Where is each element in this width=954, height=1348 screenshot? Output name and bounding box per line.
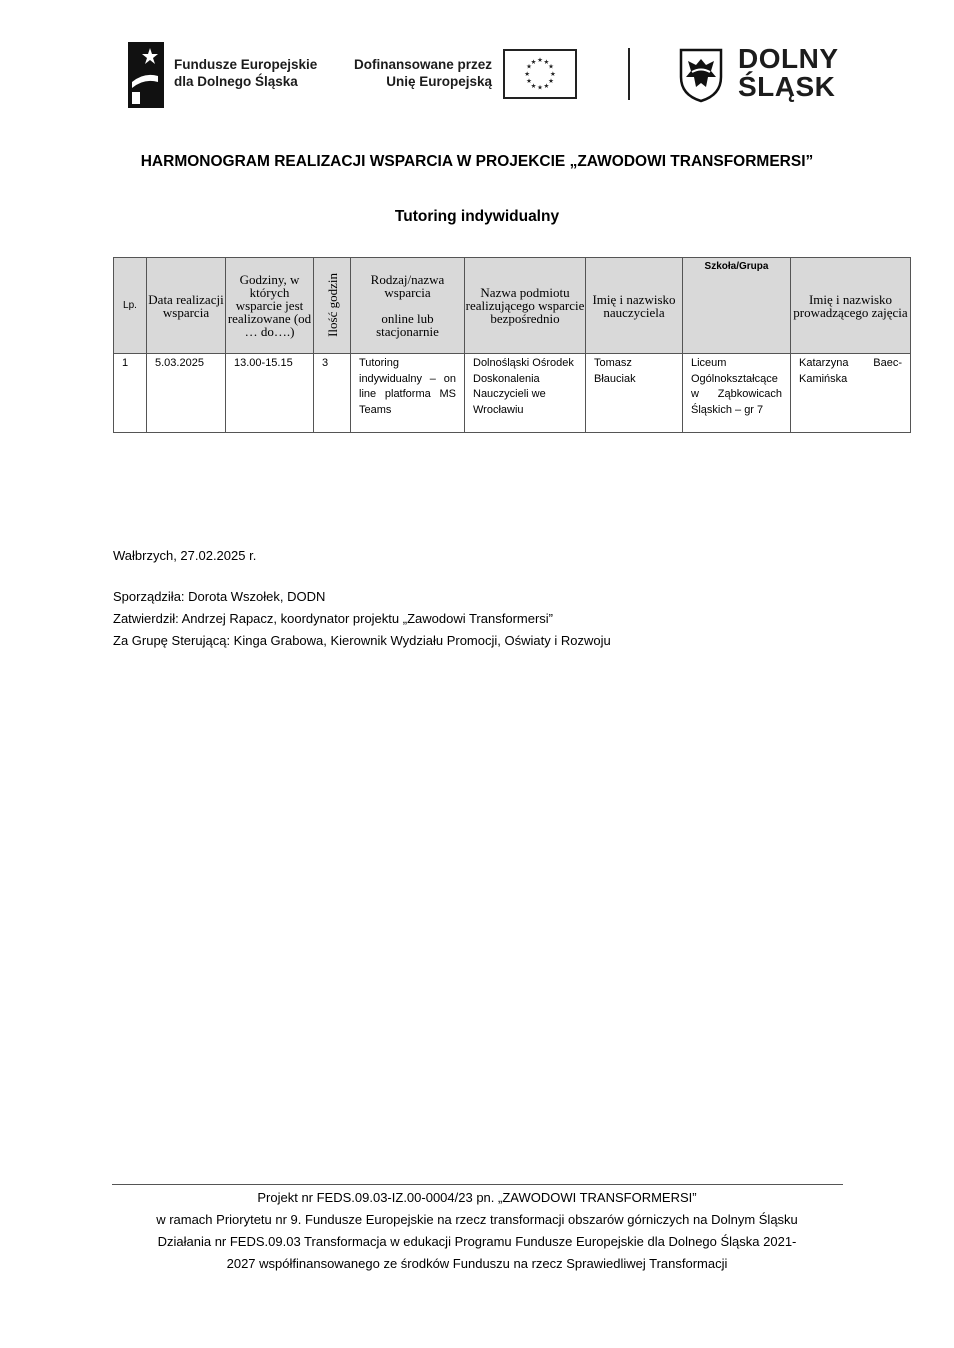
cell-lp: 1	[114, 354, 147, 433]
svg-text:★: ★	[543, 81, 550, 90]
logo-divider	[628, 48, 630, 100]
header-date: Data realizacji wsparcia	[147, 258, 226, 354]
document-title: HARMONOGRAM REALIZACJI WSPARCIA W PROJEKCIE „ZAWODOWI TRANSFORMERSI”	[140, 153, 814, 170]
svg-text:★: ★	[537, 56, 543, 65]
svg-text:★: ★	[526, 77, 532, 86]
header-type	[351, 258, 465, 354]
header-type-label: Rodzaj/nazwa wsparcia	[370, 272, 445, 300]
footer-line-1: Projekt nr FEDS.09.03-IZ.00-0004/23 pn. „ZAWODOWI TRANSFORMERSI”	[257, 1190, 697, 1205]
header-provider: Nazwa podmiotu realizującego wsparcie bezpośrednio	[465, 258, 586, 354]
svg-text:★: ★	[549, 69, 556, 78]
svg-text:★: ★	[548, 62, 554, 71]
fe-logo-text: Fundusze Europejskie dla Dolnego Śląska	[174, 57, 318, 89]
eu-flag-icon	[503, 49, 577, 99]
eagle-crest-icon	[678, 47, 724, 103]
header-lp: Lp.	[114, 258, 147, 354]
eu-logo-text: Dofinansowane przez Unię Europejską	[353, 57, 492, 89]
svg-text:★: ★	[548, 77, 554, 86]
header-teacher: Imię i nazwisko nauczyciela	[586, 258, 683, 354]
header-type-mode: online lub stacjonarnie	[376, 311, 439, 339]
svg-text:★: ★	[543, 57, 550, 66]
table-header-row	[114, 258, 911, 354]
cell-provider: Dolnośląski Ośrodek Doskonalenia Nauczycieli we Wrocławiu	[465, 354, 586, 433]
svg-text:★: ★	[526, 62, 532, 71]
signature-steering: Za Grupę Sterującą: Kinga Grabowa, Kierownik Wydziału Promocji, Oświaty i Rozwoju	[113, 633, 611, 648]
cell-school: Liceum Ogólnokształcące w Ząbkowicach Śląskich – gr 7	[683, 354, 791, 433]
cell-leader: Katarzyna Baec-Kamińska	[791, 354, 911, 433]
footer-divider	[112, 1184, 843, 1185]
table-row	[114, 354, 911, 433]
svg-text:★: ★	[530, 81, 537, 90]
fe-logo-icon	[128, 42, 164, 108]
header-school: Szkoła/Grupa	[683, 258, 791, 354]
place-date: Wałbrzych, 27.02.2025 r.	[113, 548, 257, 563]
header-leader: Imię i nazwisko prowadzącego zajęcia	[791, 258, 911, 354]
dolny-slask-logo-text: DOLNY ŚLĄSK	[738, 43, 839, 102]
header-count-label: Ilość godzin	[324, 272, 340, 337]
footer-line-2: w ramach Priorytetu nr 9. Fundusze Europejskie na rzecz transformacji obszarów górniczych na Dolnym Śląsku	[156, 1212, 798, 1227]
document-subtitle: Tutoring indywidualny	[394, 208, 560, 225]
svg-text:★: ★	[530, 57, 537, 66]
cell-hours: 13.00-15.15	[226, 354, 314, 433]
footer-line-4: 2027 współfinansowanego ze środków Funduszu na rzecz Sprawiedliwej Transformacji	[226, 1256, 728, 1271]
cell-count: 3	[314, 354, 351, 433]
header-count	[314, 258, 351, 354]
signature-prepared: Sporządziła: Dorota Wszołek, DODN	[113, 589, 326, 604]
cell-type: Tutoring indywidualny – on line platforma MS Teams	[351, 354, 465, 433]
signatures	[113, 586, 611, 652]
cell-teacher: Tomasz Błauciak	[586, 354, 683, 433]
svg-text:★: ★	[524, 69, 531, 78]
signature-approved: Zatwierdził: Andrzej Rapacz, koordynator projektu „Zawodowi Transformersi”	[113, 611, 554, 626]
footer	[100, 1187, 854, 1275]
cell-date: 5.03.2025	[147, 354, 226, 433]
header-logos	[118, 38, 844, 116]
schedule-table	[113, 257, 911, 433]
svg-text:★: ★	[537, 83, 543, 92]
footer-line-3: Działania nr FEDS.09.03 Transformacja w edukacji Programu Fundusze Europejskie dla Dolnego Śląska 2021-	[157, 1234, 797, 1249]
header-hours: Godziny, w których wsparcie jest realizowane (od … do….)	[226, 258, 314, 354]
